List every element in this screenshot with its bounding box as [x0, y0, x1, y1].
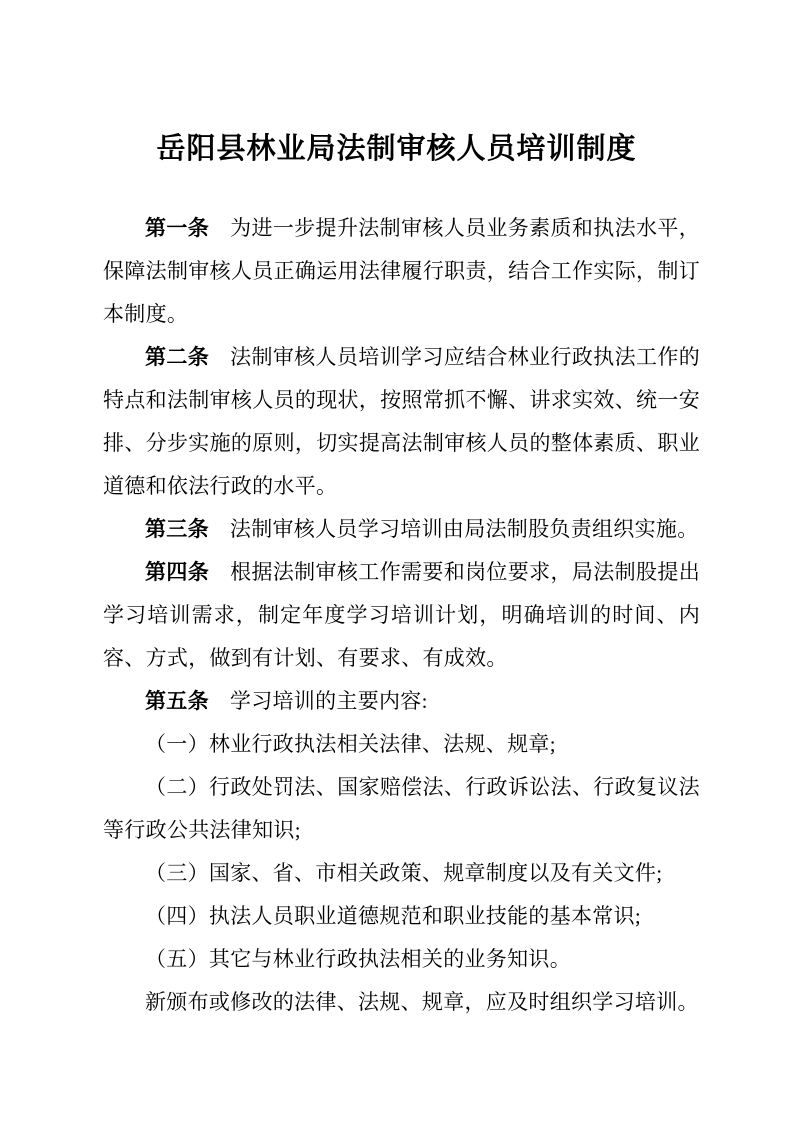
article-number: 第二条	[145, 346, 210, 369]
paragraph-text: 新颁布或修改的法律、法规、规章，应及时组织学习培训。	[145, 990, 699, 1014]
paragraph-text: （三）国家、省、市相关政策、规章制度以及有关文件;	[145, 861, 663, 885]
paragraph-article-2	[103, 336, 700, 508]
paragraph-text: （二）行政处罚法、国家赔偿法、行政诉讼法、行政复议法等行政公共法律知识;	[103, 775, 700, 842]
list-item-1	[103, 723, 700, 766]
article-number: 第五条	[145, 690, 209, 713]
paragraph-text: 为进一步提升法制审核人员业务素质和执法水平，保障法制审核人员正确运用法律履行职责，结合工作实际，制订本制度。	[103, 216, 700, 326]
paragraph-text: （五）其它与林业行政执法相关的业务知识。	[145, 947, 571, 971]
paragraph-text: 法制审核人员培训学习应结合林业行政执法工作的特点和法制审核人员的现状，按照常抓不懈、讲求实效、统一安排、分步实施的原则，切实提高法制审核人员的整体素质、职业道德和依法行政的水平。	[103, 345, 700, 498]
paragraph-text: 法制审核人员学习培训由局法制股负责组织实施。	[229, 517, 699, 541]
paragraph-text: 根据法制审核工作需要和岗位要求，局法制股提出学习培训需求，制定年度学习培训计划，明确培训的时间、内容、方式，做到有计划、有要求、有成效。	[103, 560, 700, 670]
paragraph-closing	[103, 981, 700, 1024]
paragraph-text: （四）执法人员职业道德规范和职业技能的基本常识;	[145, 904, 642, 928]
list-item-5	[103, 938, 700, 981]
article-number: 第四条	[145, 561, 210, 584]
paragraph-text: （一）林业行政执法相关法律、法规、规章;	[145, 732, 556, 756]
article-number: 第一条	[145, 217, 210, 240]
paragraph-article-5	[103, 680, 700, 723]
paragraph-article-1	[103, 207, 700, 336]
paragraph-article-4	[103, 551, 700, 680]
list-item-3	[103, 852, 700, 895]
document-body	[103, 207, 700, 1024]
article-number: 第三条	[145, 518, 209, 541]
paragraph-text: 学习培训的主要内容:	[229, 689, 428, 713]
list-item-4	[103, 895, 700, 938]
paragraph-article-3	[103, 508, 700, 551]
list-item-2	[103, 766, 700, 852]
document-title: 岳阳县林业局法制审核人员培训制度	[156, 133, 637, 165]
